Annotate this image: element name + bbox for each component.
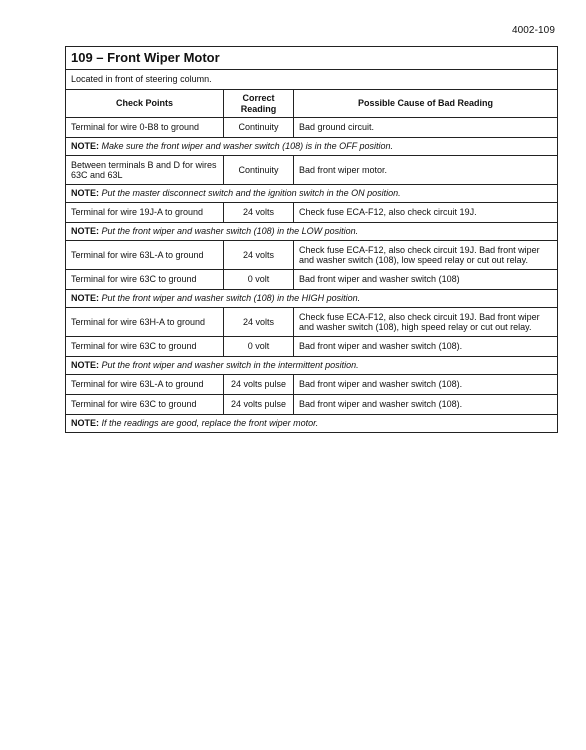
possible-cause-cell: Bad front wiper motor. bbox=[294, 156, 558, 185]
possible-cause-cell: Bad front wiper and washer switch (108). bbox=[294, 375, 558, 395]
table-row bbox=[66, 203, 558, 223]
table-row bbox=[66, 308, 558, 337]
note-text: Put the front wiper and washer switch (108) in the LOW position. bbox=[101, 226, 359, 237]
note-cell bbox=[66, 185, 558, 203]
correct-reading-cell: 0 volt bbox=[224, 270, 294, 290]
table-row bbox=[66, 375, 558, 395]
correct-reading-cell: 24 volts bbox=[224, 308, 294, 337]
header-correct-reading-text: Correct Reading bbox=[240, 93, 277, 114]
possible-cause-cell: Bad front wiper and washer switch (108). bbox=[294, 395, 558, 415]
table-row bbox=[66, 395, 558, 415]
note-label: NOTE: bbox=[71, 360, 99, 371]
correct-reading-cell: Continuity bbox=[224, 118, 294, 138]
note-row bbox=[66, 290, 558, 308]
check-point-cell: Terminal for wire 63C to ground bbox=[66, 337, 224, 357]
header-possible-cause: Possible Cause of Bad Reading bbox=[294, 90, 558, 118]
note-cell bbox=[66, 357, 558, 375]
possible-cause-cell: Bad front wiper and washer switch (108) bbox=[294, 270, 558, 290]
table-row bbox=[66, 241, 558, 270]
table-row bbox=[66, 337, 558, 357]
check-point-cell: Terminal for wire 19J-A to ground bbox=[66, 203, 224, 223]
note-label: NOTE: bbox=[71, 293, 99, 304]
correct-reading-cell: 24 volts bbox=[224, 203, 294, 223]
location-row bbox=[66, 70, 558, 90]
check-point-cell: Terminal for wire 63L-A to ground bbox=[66, 241, 224, 270]
note-row bbox=[66, 357, 558, 375]
note-label: NOTE: bbox=[71, 188, 99, 199]
table-row bbox=[66, 270, 558, 290]
table-body bbox=[66, 118, 558, 433]
possible-cause-cell: Check fuse ECA-F12, also check circuit 19J. Bad front wiper and washer switch (108), high speed relay or cut out relay. bbox=[294, 308, 558, 337]
header-row bbox=[66, 90, 558, 118]
note-row bbox=[66, 138, 558, 156]
note-label: NOTE: bbox=[71, 418, 99, 429]
note-text: Put the front wiper and washer switch (108) in the HIGH position. bbox=[101, 293, 361, 304]
note-text: Make sure the front wiper and washer switch (108) is in the OFF position. bbox=[101, 141, 393, 152]
table-title: 109 – Front Wiper Motor bbox=[66, 47, 558, 70]
correct-reading-cell: 24 volts pulse bbox=[224, 375, 294, 395]
correct-reading-cell: Continuity bbox=[224, 156, 294, 185]
possible-cause-cell: Check fuse ECA-F12, also check circuit 19J. bbox=[294, 203, 558, 223]
note-text: If the readings are good, replace the front wiper motor. bbox=[101, 418, 319, 429]
note-text: Put the front wiper and washer switch in the intermittent position. bbox=[101, 360, 359, 371]
location-text: Located in front of steering column. bbox=[66, 70, 558, 90]
check-point-cell: Terminal for wire 63H-A to ground bbox=[66, 308, 224, 337]
note-cell bbox=[66, 415, 558, 433]
note-row bbox=[66, 415, 558, 433]
note-row bbox=[66, 223, 558, 241]
note-row bbox=[66, 185, 558, 203]
note-label: NOTE: bbox=[71, 226, 99, 237]
correct-reading-cell: 24 volts bbox=[224, 241, 294, 270]
check-point-cell: Between terminals B and D for wires 63C and 63L bbox=[66, 156, 224, 185]
check-point-cell: Terminal for wire 0-B8 to ground bbox=[66, 118, 224, 138]
note-cell bbox=[66, 223, 558, 241]
check-point-cell: Terminal for wire 63C to ground bbox=[66, 270, 224, 290]
check-point-cell: Terminal for wire 63L-A to ground bbox=[66, 375, 224, 395]
check-point-cell: Terminal for wire 63C to ground bbox=[66, 395, 224, 415]
table-row bbox=[66, 156, 558, 185]
possible-cause-cell: Bad front wiper and washer switch (108). bbox=[294, 337, 558, 357]
table-row bbox=[66, 118, 558, 138]
page-number: 4002-109 bbox=[511, 25, 555, 36]
note-cell bbox=[66, 138, 558, 156]
title-row bbox=[66, 47, 558, 70]
header-correct-reading bbox=[224, 90, 294, 118]
possible-cause-cell: Check fuse ECA-F12, also check circuit 19J. Bad front wiper and washer switch (108), low speed relay or cut out relay. bbox=[294, 241, 558, 270]
possible-cause-cell: Bad ground circuit. bbox=[294, 118, 558, 138]
correct-reading-cell: 0 volt bbox=[224, 337, 294, 357]
note-cell bbox=[66, 290, 558, 308]
header-check-points: Check Points bbox=[66, 90, 224, 118]
correct-reading-cell: 24 volts pulse bbox=[224, 395, 294, 415]
check-points-table bbox=[65, 46, 558, 433]
note-text: Put the master disconnect switch and the ignition switch in the ON position. bbox=[101, 188, 401, 199]
note-label: NOTE: bbox=[71, 141, 99, 152]
